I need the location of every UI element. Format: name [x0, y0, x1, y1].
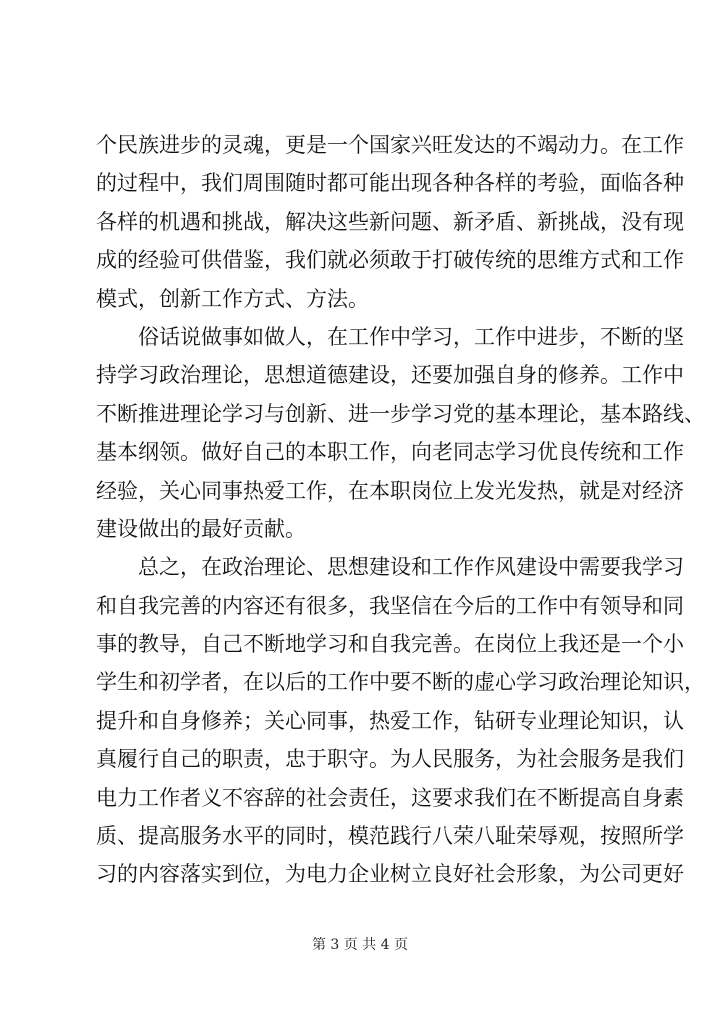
paragraph-line: 持学习政治理论，思想道德建设，还要加强自身的修养。工作中 [96, 363, 684, 388]
paragraph-line: 不断推进理论学习与创新、进一步学习党的基本理论，基本路线、 [96, 401, 705, 426]
paragraph-line: 俗话说做事如做人，在工作中学习，工作中进步，不断的坚 [138, 324, 684, 349]
paragraph-line: 总之，在政治理论、思想建设和工作作风建设中需要我学习 [138, 555, 684, 580]
paragraph-line: 电力工作者义不容辞的社会责任，这要求我们在不断提高自身素 [96, 785, 684, 810]
paragraph-line: 真履行自己的职责，忠于职守。为人民服务，为社会服务是我们 [96, 747, 684, 772]
paragraph-line: 各样的机遇和挑战，解决这些新问题、新矛盾、新挑战，没有现 [96, 209, 684, 234]
paragraph-line: 和自我完善的内容还有很多，我坚信在今后的工作中有领导和同 [96, 593, 684, 618]
paragraph-line: 习的内容落实到位，为电力企业树立良好社会形象，为公司更好 [96, 862, 684, 887]
paragraph-line: 模式，创新工作方式、方法。 [96, 286, 369, 311]
document-body [96, 126, 705, 894]
paragraph-line: 事的教导，自己不断地学习和自我完善。在岗位上我还是一个小 [96, 632, 684, 657]
paragraph-line: 经验，关心同事热爱工作，在本职岗位上发光发热，就是对经济 [96, 478, 684, 503]
paragraph-line: 建设做出的最好贡献。 [96, 516, 306, 541]
paragraph-line: 的过程中，我们周围随时都可能出现各种各样的考验，面临各种 [96, 171, 684, 196]
paragraph-1 [96, 126, 684, 318]
page-number-footer: 第 3 页 共 4 页 [311, 937, 409, 953]
paragraph-3 [96, 548, 705, 894]
paragraph-line: 提升和自身修养；关心同事，热爱工作，钻研专业理论知识，认 [96, 708, 684, 733]
paragraph-line: 学生和初学者，在以后的工作中要不断的虚心学习政治理论知识， [96, 670, 705, 695]
paragraph-2 [96, 318, 705, 548]
paragraph-line: 质、提高服务水平的同时，模范践行八荣八耻荣辱观，按照所学 [96, 824, 684, 849]
paragraph-line: 个民族进步的灵魂，更是一个国家兴旺发达的不竭动力。在工作 [96, 133, 684, 157]
paragraph-line: 基本纲领。做好自己的本职工作，向老同志学习优良传统和工作 [96, 440, 684, 465]
paragraph-line: 成的经验可供借鉴，我们就必须敢于打破传统的思维方式和工作 [96, 248, 684, 273]
